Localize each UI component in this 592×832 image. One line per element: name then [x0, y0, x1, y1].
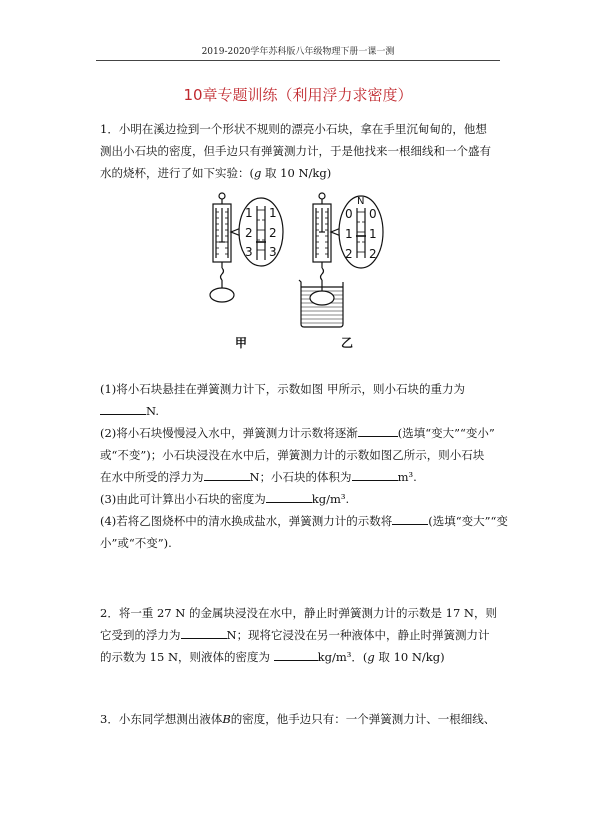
answer-blank[interactable] [274, 647, 318, 661]
q1-sub1-line2: N. [100, 400, 504, 422]
q1-sub1-line1: (1)将小石块悬挂在弹簧测力计下，示数如图 甲所示，则小石块的重力为 [100, 382, 465, 396]
q1-line1: 1．小明在溪边捡到一个形状不规则的漂亮小石块，拿在手里沉甸甸的，他想 [100, 122, 487, 136]
scale-a-label-3-right: 3 [269, 245, 277, 259]
q1-sub4-line1: (4)若将乙图烧杯中的清水换成盐水，弹簧测力计的示数将 (选填“变大”“变 [100, 510, 504, 532]
q1-sub3: (3)由此可计算出小石块的密度为 kg/m³. [100, 488, 504, 510]
q1-sub2-line2: 或“不变”)；小石块浸没在水中后，弹簧测力计的示数如图乙所示，则小石块 [100, 448, 485, 462]
scale-b-label-1-right: 1 [369, 227, 377, 241]
spring-scale-figure [195, 192, 435, 352]
scale-a-label-2-right: 2 [269, 226, 277, 240]
figure-label-b: 乙 [341, 336, 354, 350]
page-header: 2019-2020学年苏科版八年级物理下册一课一测 [201, 47, 395, 57]
q2-line1: 2．将一重 27 N 的金属块浸没在水中，静止时弹簧测力计的示数是 17 N，则 [100, 606, 497, 620]
q1-sub2-line3: 在水中所受的浮力为 N；小石块的体积为 m³. [100, 466, 504, 488]
scale-b-label-0-right: 0 [369, 207, 377, 221]
q1-sub4-line2: 小”或“不变”). [100, 536, 172, 550]
scale-b-label-1: 1 [345, 227, 353, 241]
answer-blank[interactable] [100, 401, 146, 415]
answer-blank[interactable] [358, 423, 398, 437]
header-rule [96, 60, 500, 61]
q2-line2: 它受到的浮力为 N；现将它浸没在另一种液体中，静止时弹簧测力计 [100, 624, 504, 646]
scale-a-label-1: 1 [245, 206, 253, 220]
q1-line2: 测出小石块的密度，但手边只有弹簧测力计，于是他找来一根细线和一个盛有 [100, 144, 491, 158]
q2-line3: 的示数为 15 N，则液体的密度为 kg/m³．(g 取 10 N/kg) [100, 646, 504, 668]
answer-blank[interactable] [181, 625, 227, 639]
answer-blank[interactable] [204, 467, 250, 481]
q1-sub2-line1: (2)将小石块慢慢浸入水中，弹簧测力计示数将逐渐 (选填“变大”“变小” [100, 422, 504, 444]
q1-line3: 水的烧杯，进行了如下实验：(g 取 10 N/kg) [100, 166, 332, 180]
page-title: 10章专题训练（利用浮力求密度） [183, 86, 413, 104]
scale-b-label-2-right: 2 [369, 247, 377, 261]
answer-blank[interactable] [266, 489, 312, 503]
scale-a-label-3: 3 [245, 245, 253, 259]
figure-label-a: 甲 [235, 336, 248, 350]
scale-b-label-2: 2 [345, 247, 353, 261]
answer-blank[interactable] [392, 511, 428, 525]
scale-unit-label: N [357, 196, 365, 207]
scale-b-label-0: 0 [345, 207, 353, 221]
answer-blank[interactable] [352, 467, 398, 481]
figure-drawing [195, 192, 435, 352]
q3-line1: 3．小东同学想测出液体B的密度，他手边只有：一个弹簧测力计、一根细线、 [100, 712, 496, 726]
scale-a-label-1-right: 1 [269, 206, 277, 220]
scale-a-label-2: 2 [245, 226, 253, 240]
